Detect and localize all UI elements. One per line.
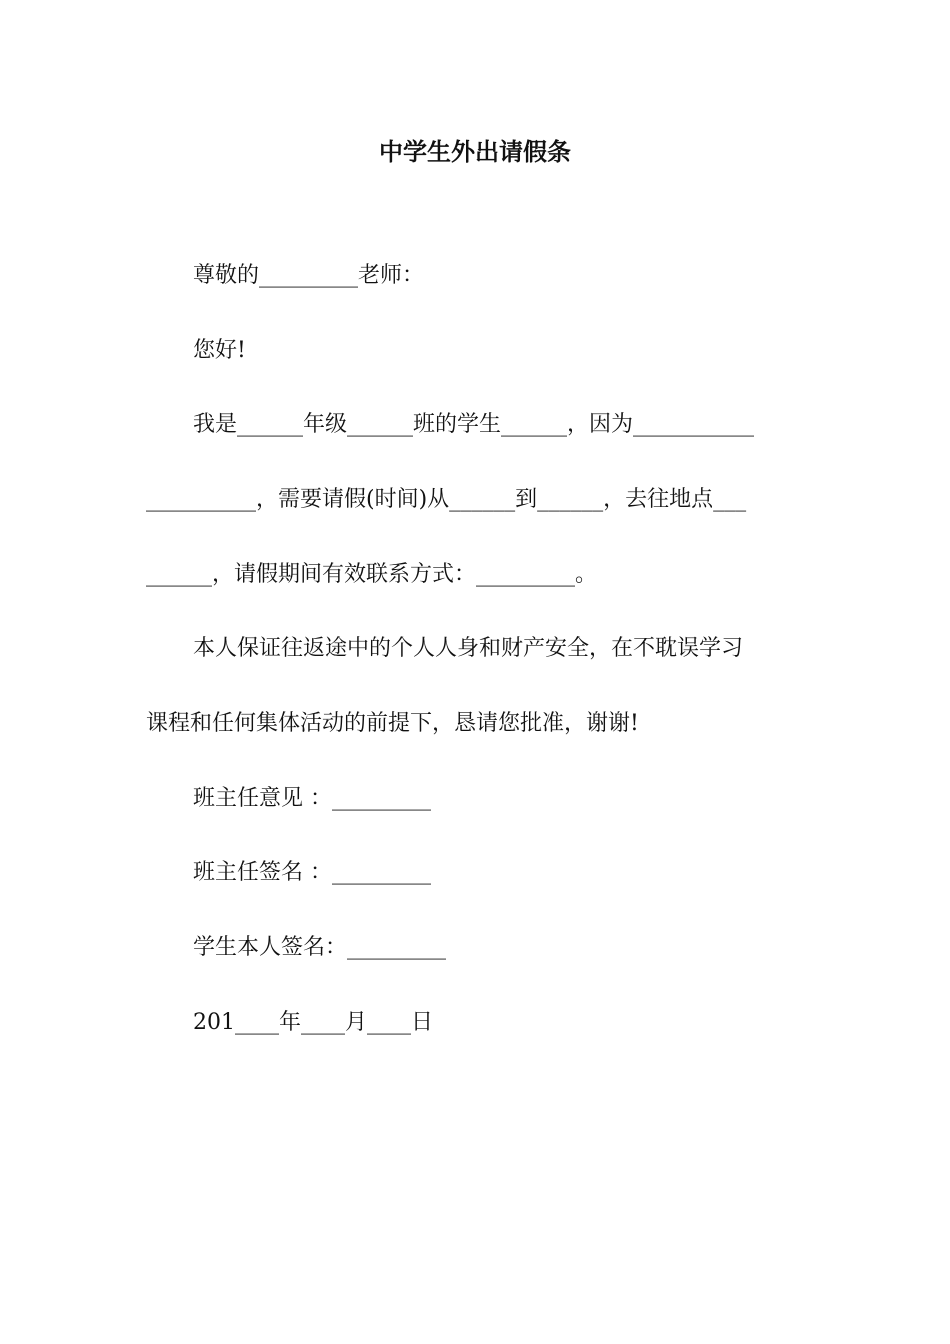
pledge-line-2: 课程和任何集体活动的前提下，恳请您批准，谢谢! — [146, 711, 639, 736]
document-title: 中学生外出请假条 — [379, 137, 571, 166]
body-line-2: __________，需要请假(时间)从______到______，去往地点___ — [146, 487, 747, 512]
body-line-1: 我是______年级______班的学生______，因为___________ — [193, 412, 755, 437]
student-signature-line: 学生本人签名：_________ — [193, 935, 447, 960]
date-line: 201____年____月____日 — [193, 1010, 433, 1035]
teacher-opinion-line: 班主任意见 ：_________ — [193, 786, 431, 811]
pledge-line-1: 本人保证往返途中的个人人身和财产安全，在不耽误学习 — [193, 636, 744, 661]
salutation-line: 尊敬的_________老师： — [193, 263, 425, 288]
body-line-3: ______，请假期间有效联系方式：_________。 — [146, 562, 598, 587]
greeting-line: 您好! — [193, 338, 246, 363]
teacher-signature-line: 班主任签名 ：_________ — [193, 860, 431, 885]
